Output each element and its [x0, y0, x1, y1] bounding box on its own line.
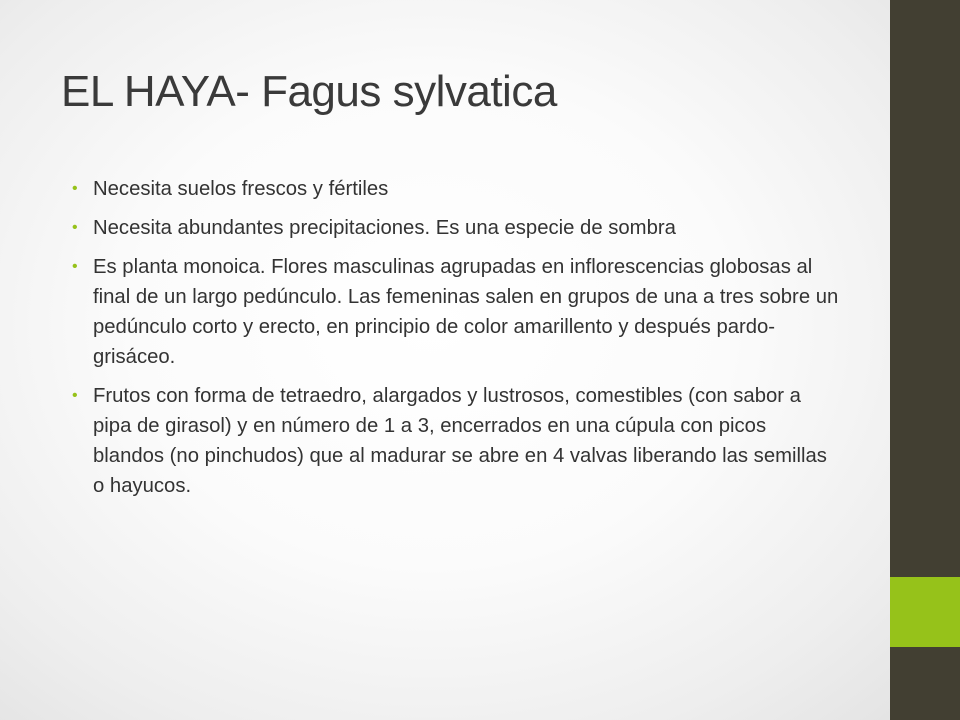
bullet-text: Frutos con forma de tetraedro, alargados y lustrosos, comestibles (con sabor a pipa de girasol) y en número de 1 a 3, encerrados en una cúpula con picos blandos (no pinchudos) que al madurar se abre en 4 valvas liberando las semillas o hayucos. — [93, 385, 827, 497]
bullet-text: Necesita suelos frescos y fértiles — [93, 178, 389, 200]
bullet-text: Es planta monoica. Flores masculinas agrupadas en inflorescencias globosas al final de un largo pedúnculo. Las femeninas salen en grupos de una a tres sobre un pedúnculo corto y erecto, en principio de color amarillento y después pardo-grisáceo. — [93, 256, 839, 368]
slide-title: EL HAYA- Fagus sylvatica — [61, 67, 557, 116]
bullet-item — [72, 213, 842, 243]
accent-block — [890, 577, 960, 647]
bullet-dot-icon: • — [72, 219, 78, 236]
bullet-text: Necesita abundantes precipitaciones. Es una especie de sombra — [93, 217, 676, 239]
bullet-item — [72, 252, 842, 372]
bullet-list — [72, 174, 842, 510]
bullet-dot-icon: • — [72, 258, 78, 275]
bullet-item — [72, 381, 842, 501]
bullet-dot-icon: • — [72, 387, 78, 404]
bullet-dot-icon: • — [72, 180, 78, 197]
bullet-item — [72, 174, 842, 204]
